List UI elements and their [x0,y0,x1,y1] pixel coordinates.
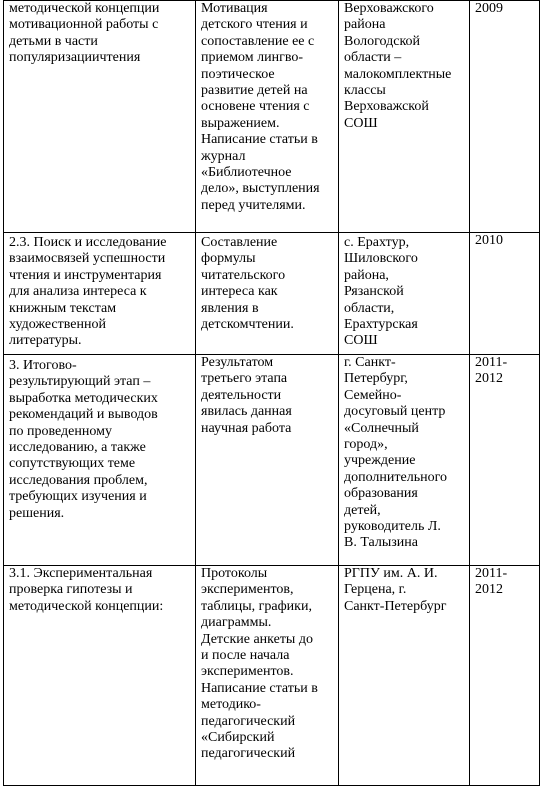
stage-cell: методической концепции мотивационной работы с детьми в части популяризациичтения [4,1,196,233]
result-cell: Результатом третьего этапа деятельности явилась данная научная работа [196,355,339,566]
table-row [4,566,540,786]
place-cell: г. Санкт- Петербург, Семейно- досуговый центр «Солнечный город», учреждение дополнительного образования детей, руководитель Л. В. Талызина [339,355,470,566]
stage-cell: 3.1. Экспериментальная проверка гипотезы и методической концепции: [4,566,196,786]
year-cell: 2011- 2012 [470,355,540,566]
result-cell: Составление формулы читательского интереса как явления в детскомчтении. [196,233,339,355]
place-cell: с. Ерахтур, Шиловского района, Рязанской области, Ерахтурская СОШ [339,233,470,355]
stage-cell: 2.3. Поиск и исследование взаимосвязей успешности чтения и инструментария для анализа интереса к книжным текстам художественной литературы. [4,233,196,355]
table-row [4,1,540,233]
result-cell: Протоколы экспериментов, таблицы, графики, диаграммы. Детские анкеты до и после начала экспериментов. Написание статьи в методико- педагогический «Сибирский педагогический [196,566,339,786]
year-cell: 2011- 2012 [470,566,540,786]
year-cell: 2010 [470,233,540,355]
place-cell: Верховажского района Вологодской области – малокомплектные классы Верховажской СОШ [339,1,470,233]
stage-cell: 3. Итогово- результирующий этап – выработка методических рекомендаций и выводов по проведенному исследованию, а также сопутствующих теме исследования проблем, требующих изучения и решения. [4,355,196,566]
table-row [4,233,540,355]
place-cell: РГПУ им. А. И. Герцена, г. Санкт-Петербург [339,566,470,786]
table-row [4,355,540,566]
result-cell: Мотивация детского чтения и сопоставление ее с приемом лингво- поэтическое развитие детей на основене чтения с выражением. Написание статьи в журнал «Библиотечное дело», выступления перед учителями. [196,1,339,233]
research-plan-table [3,0,540,786]
year-cell: 2009 [470,1,540,233]
